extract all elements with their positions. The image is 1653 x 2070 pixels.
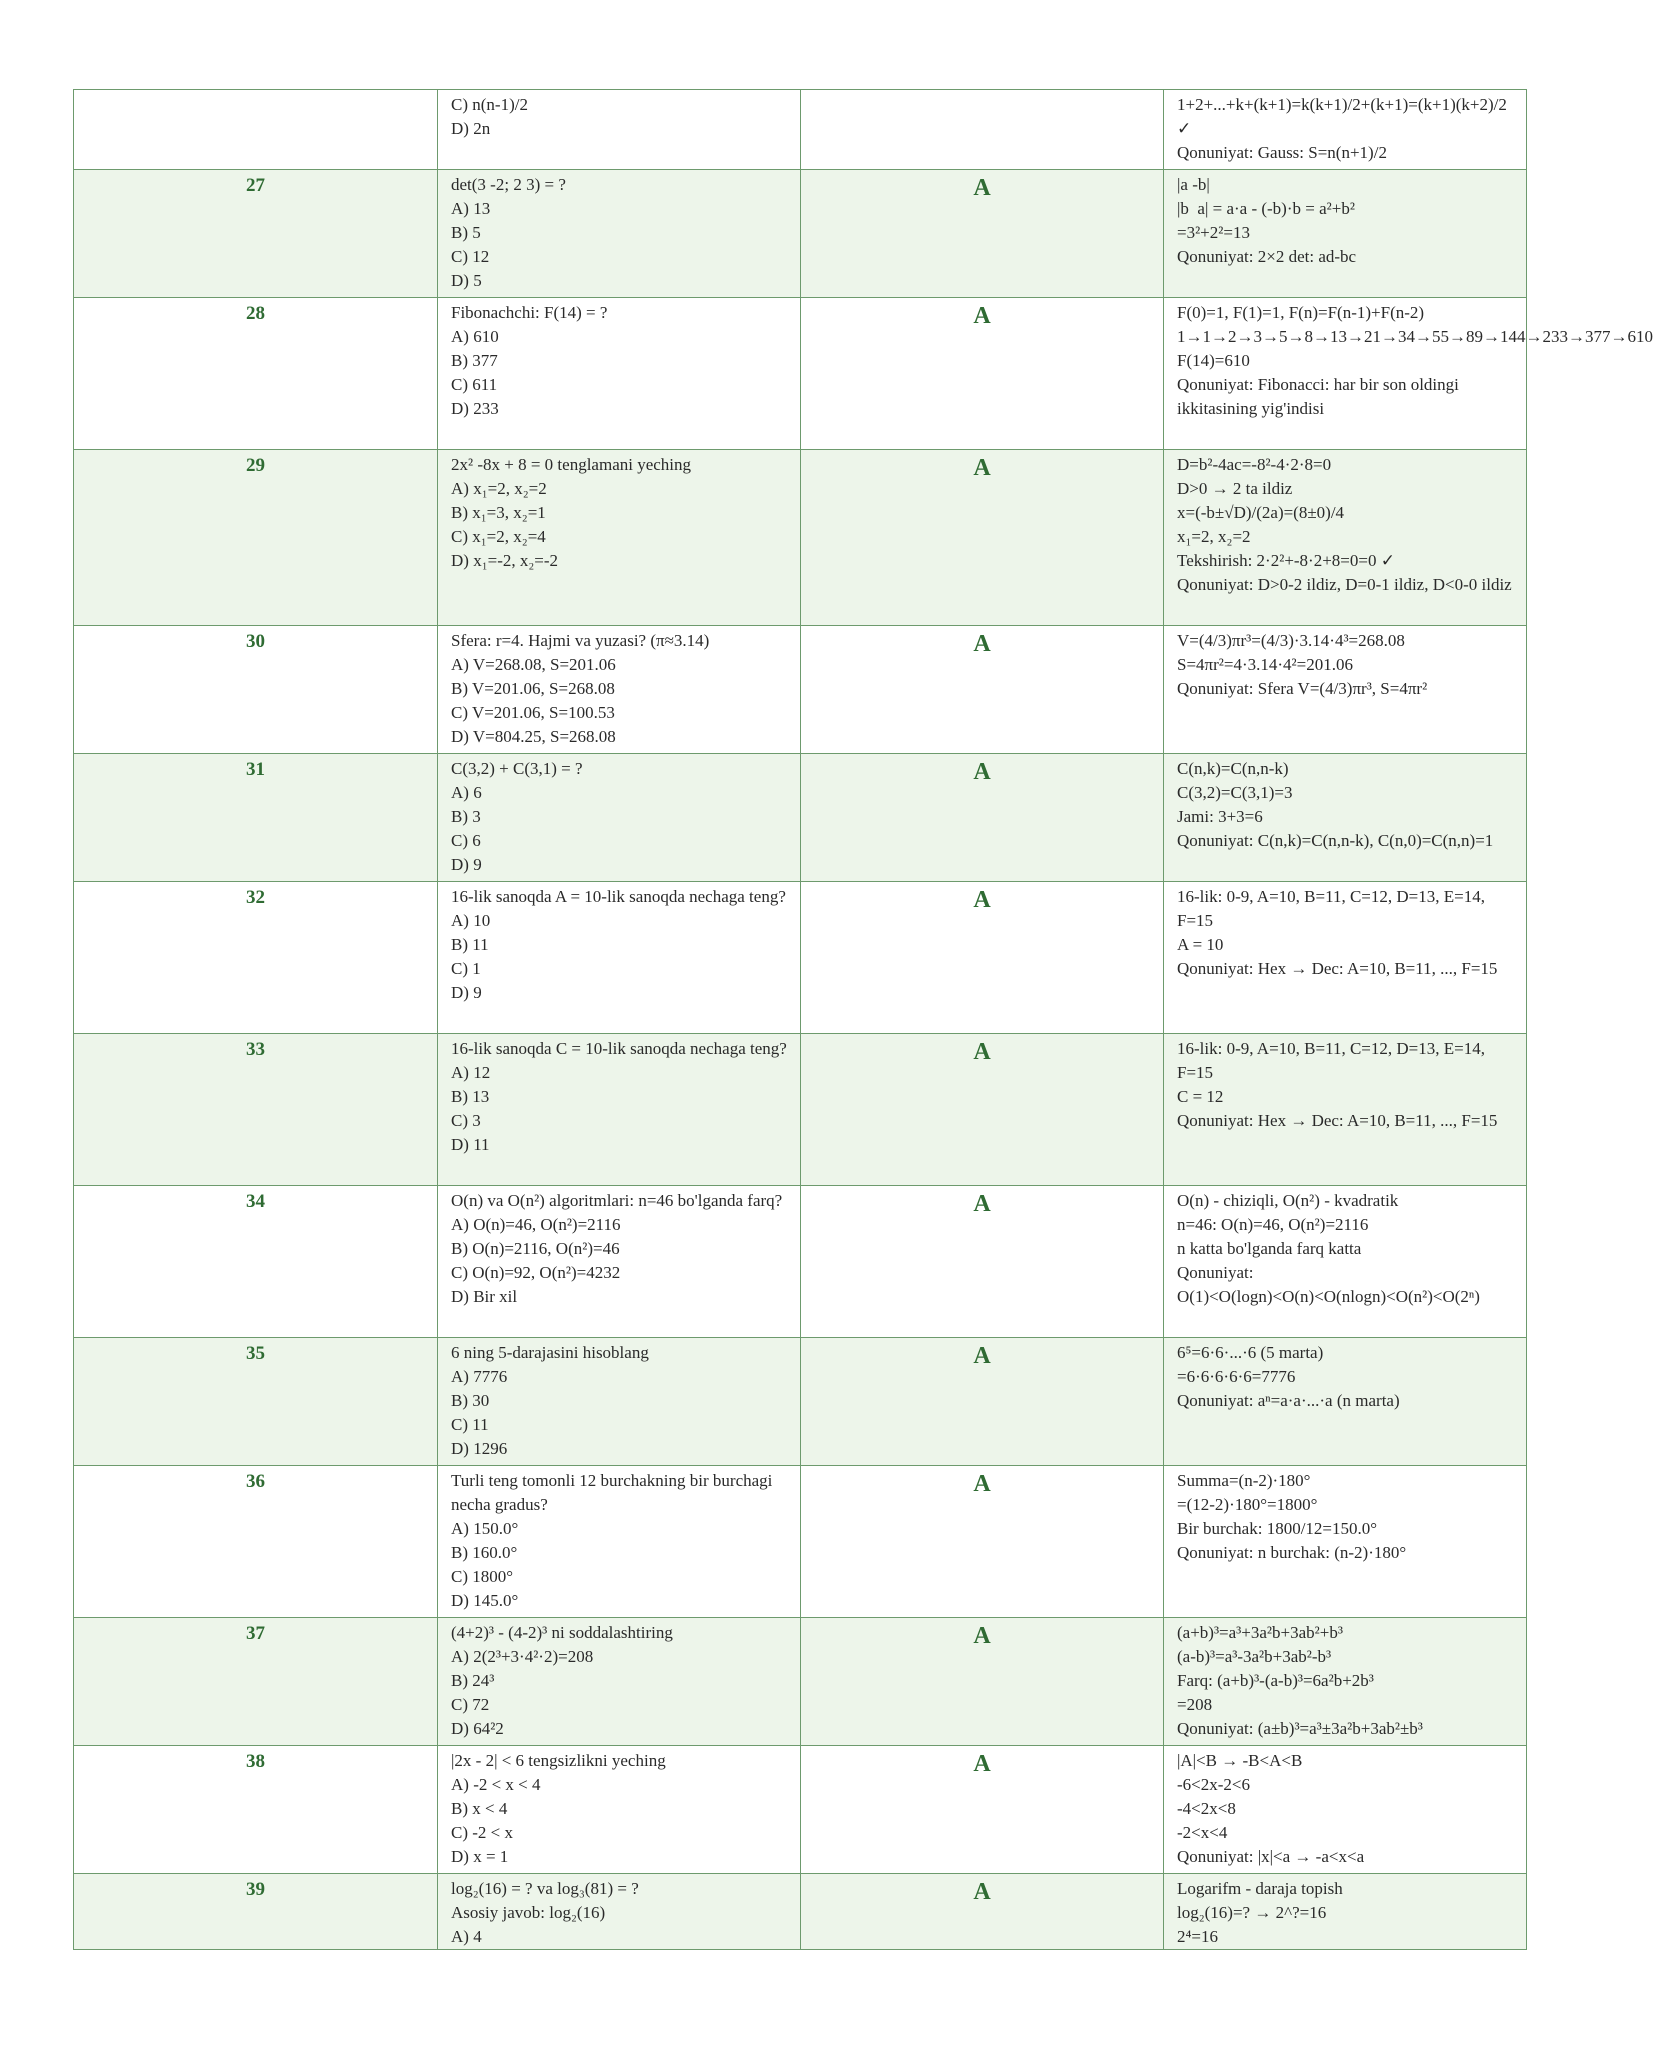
answer-letter: A [801, 626, 1164, 754]
question-line: D) 9 [451, 855, 482, 874]
question-number: 35 [74, 1338, 438, 1466]
question-line: D) 64²2 [451, 1719, 504, 1738]
solution-line: 6⁵=6·6·...·6 (5 marta) [1177, 1343, 1324, 1362]
question-number [74, 90, 438, 170]
question-line: D) 11 [451, 1135, 490, 1154]
solution-cell [1164, 1338, 1527, 1466]
question-line: A) 4 [451, 1927, 482, 1946]
solution-line: n=46: O(n)=46, O(n²)=2116 [1177, 1215, 1369, 1234]
solution-line: Tekshirish: 2·2²+-8·2+8=0=0 ✓ [1177, 551, 1395, 570]
question-cell [438, 754, 801, 882]
solution-line: Qonuniyat: Hex → Dec: A=10, B=11, ..., F=15 [1177, 1111, 1498, 1130]
question-line: A) x₁=2, x₂=2 [451, 479, 547, 498]
question-line: D) x₁=-2, x₂=-2 [451, 551, 559, 570]
table-row [74, 1338, 1527, 1466]
answer-letter: A [801, 1338, 1164, 1466]
question-line: Fibonachchi: F(14) = ? [451, 303, 608, 322]
solution-line: O(n) - chiziqli, O(n²) - kvadratik [1177, 1191, 1399, 1210]
question-cell [438, 1874, 801, 1950]
solution-line: n katta bo'lganda farq katta [1177, 1239, 1362, 1258]
solution-line: 2⁴=16 [1177, 1927, 1219, 1946]
question-number: 27 [74, 170, 438, 298]
question-line: C) -2 < x [451, 1823, 513, 1842]
question-cell [438, 170, 801, 298]
solution-line: Qonuniyat: (a±b)³=a³±3a²b+3ab²±b³ [1177, 1719, 1423, 1738]
question-line: D) V=804.25, S=268.08 [451, 727, 616, 746]
table-row [74, 170, 1527, 298]
solution-line: =208 [1177, 1695, 1213, 1714]
table-row [74, 626, 1527, 754]
solution-line: C = 12 [1177, 1087, 1224, 1106]
question-cell [438, 1466, 801, 1618]
question-line: D) 1296 [451, 1439, 508, 1458]
answer-table [73, 89, 1653, 1950]
solution-cell [1164, 298, 1653, 450]
solution-line: Qonuniyat: |x|<a → -a<x<a [1177, 1847, 1365, 1866]
solution-cell [1164, 1186, 1527, 1338]
question-line: C) 3 [451, 1111, 481, 1130]
solution-cell [1164, 1618, 1527, 1746]
answer-letter: A [801, 1186, 1164, 1338]
solution-line: =6·6·6·6·6=7776 [1177, 1367, 1296, 1386]
question-line: 16-lik sanoqda A = 10-lik sanoqda nechaga teng? [451, 887, 786, 906]
question-cell [438, 90, 801, 170]
question-number: 32 [74, 882, 438, 1034]
question-line: C) 611 [451, 375, 498, 394]
solution-line: -6<2x-2<6 [1177, 1775, 1250, 1794]
question-line: Sfera: r=4. Hajmi va yuzasi? (π≈3.14) [451, 631, 710, 650]
solution-line: C(3,2)=C(3,1)=3 [1177, 783, 1293, 802]
question-number: 34 [74, 1186, 438, 1338]
solution-line: Farq: (a+b)³-(a-b)³=6a²b+2b³ [1177, 1671, 1374, 1690]
question-line: A) 150.0° [451, 1519, 519, 1538]
question-line: C) V=201.06, S=100.53 [451, 703, 615, 722]
question-cell [438, 298, 801, 450]
answer-letter: A [801, 1618, 1164, 1746]
solution-line: log₂(16)=? → 2^?=16 [1177, 1903, 1327, 1922]
question-line: B) 3 [451, 807, 481, 826]
question-cell [438, 882, 801, 1034]
answer-table-body [74, 90, 1653, 1950]
question-line: 6 ning 5-darajasini hisoblang [451, 1343, 649, 1362]
solution-line: Qonuniyat: Sfera V=(4/3)πr³, S=4πr² [1177, 679, 1428, 698]
solution-line: =3²+2²=13 [1177, 223, 1250, 242]
question-line: C) 72 [451, 1695, 490, 1714]
solution-line: D=b²-4ac=-8²-4·2·8=0 [1177, 455, 1332, 474]
table-row [74, 1186, 1527, 1338]
table-row [74, 298, 1527, 450]
question-line: C) 1800° [451, 1567, 514, 1586]
question-line: C) 12 [451, 247, 490, 266]
question-line: A) -2 < x < 4 [451, 1775, 541, 1794]
question-line: C) 1 [451, 959, 481, 978]
solution-line: 1+2+...+k+(k+1)=k(k+1)/2+(k+1)=(k+1)(k+2)/2 ✓ [1177, 95, 1512, 138]
question-line: B) 13 [451, 1087, 490, 1106]
answer-letter: A [801, 450, 1164, 626]
solution-line: C(n,k)=C(n,n-k) [1177, 759, 1289, 778]
question-line: B) 5 [451, 223, 481, 242]
question-line: B) x < 4 [451, 1799, 508, 1818]
question-line: C) n(n-1)/2 [451, 95, 528, 114]
solution-line: -2<x<4 [1177, 1823, 1228, 1842]
question-line: Turli teng tomonli 12 burchakning bir burchagi necha gradus? [451, 1471, 777, 1514]
question-line: B) 377 [451, 351, 498, 370]
solution-line: V=(4/3)πr³=(4/3)·3.14·4³=268.08 [1177, 631, 1405, 650]
solution-cell [1164, 1874, 1527, 1950]
question-cell [438, 1186, 801, 1338]
solution-line: |A|<B → -B<A<B [1177, 1751, 1303, 1770]
question-line: A) 12 [451, 1063, 491, 1082]
question-line: log₂(16) = ? va log₃(81) = ? [451, 1879, 639, 1898]
question-line: A) 10 [451, 911, 491, 930]
question-line: D) 233 [451, 399, 499, 418]
question-line: D) 2n [451, 119, 491, 138]
solution-line: -4<2x<8 [1177, 1799, 1236, 1818]
table-row [74, 1618, 1527, 1746]
answer-letter: A [801, 1746, 1164, 1874]
solution-line: 16-lik: 0-9, A=10, B=11, C=12, D=13, E=14, F=15 [1177, 887, 1490, 930]
question-line: D) Bir xil [451, 1287, 518, 1306]
question-line: C) x₁=2, x₂=4 [451, 527, 546, 546]
question-line: B) 24³ [451, 1671, 495, 1690]
solution-line: F(14)=610 [1177, 351, 1250, 370]
solution-cell [1164, 626, 1527, 754]
question-line: B) x₁=3, x₂=1 [451, 503, 546, 522]
question-number: 37 [74, 1618, 438, 1746]
solution-line: Qonuniyat: Gauss: S=n(n+1)/2 [1177, 143, 1387, 162]
solution-line: Jami: 3+3=6 [1177, 807, 1263, 826]
question-line: Asosiy javob: log₂(16) [451, 1903, 606, 1922]
table-row [74, 450, 1527, 626]
solution-line: (a+b)³=a³+3a²b+3ab²+b³ [1177, 1623, 1343, 1642]
solution-cell [1164, 1034, 1527, 1186]
question-line: O(n) va O(n²) algoritmlari: n=46 bo'lganda farq? [451, 1191, 783, 1210]
question-cell [438, 450, 801, 626]
question-line: A) V=268.08, S=201.06 [451, 655, 616, 674]
question-cell [438, 1034, 801, 1186]
question-line: 16-lik sanoqda C = 10-lik sanoqda nechaga teng? [451, 1039, 787, 1058]
answer-letter: A [801, 882, 1164, 1034]
question-cell [438, 1618, 801, 1746]
solution-line: Qonuniyat: Hex → Dec: A=10, B=11, ..., F=15 [1177, 959, 1498, 978]
question-line: A) 13 [451, 199, 491, 218]
question-line: D) x = 1 [451, 1847, 509, 1866]
solution-line: x₁=2, x₂=2 [1177, 527, 1251, 546]
table-row [74, 1746, 1527, 1874]
question-line: D) 9 [451, 983, 482, 1002]
question-line: A) 2(2³+3·4²·2)=208 [451, 1647, 594, 1666]
solution-line: 16-lik: 0-9, A=10, B=11, C=12, D=13, E=14, F=15 [1177, 1039, 1490, 1082]
question-number: 39 [74, 1874, 438, 1950]
question-line: (4+2)³ - (4-2)³ ni soddalashtiring [451, 1623, 673, 1642]
question-number: 28 [74, 298, 438, 450]
answer-letter: A [801, 298, 1164, 450]
question-line: A) 6 [451, 783, 482, 802]
question-number: 31 [74, 754, 438, 882]
solution-cell [1164, 1466, 1527, 1618]
table-row [74, 882, 1527, 1034]
solution-line: |a -b| [1177, 175, 1210, 194]
answer-letter: A [801, 170, 1164, 298]
solution-line: |b a| = a·a - (-b)·b = a²+b² [1177, 199, 1355, 218]
question-line: C) 11 [451, 1415, 489, 1434]
question-line: 2x² -8x + 8 = 0 tenglamani yeching [451, 455, 692, 474]
solution-line: O(1)<O(logn)<O(n)<O(nlogn)<O(n²)<O(2ⁿ) [1177, 1287, 1480, 1306]
solution-line: F(0)=1, F(1)=1, F(n)=F(n-1)+F(n-2) [1177, 303, 1425, 322]
solution-line: Bir burchak: 1800/12=150.0° [1177, 1519, 1378, 1538]
solution-line: Qonuniyat: D>0-2 ildiz, D=0-1 ildiz, D<0-0 ildiz [1177, 575, 1512, 594]
question-line: A) O(n)=46, O(n²)=2116 [451, 1215, 621, 1234]
table-row [74, 1874, 1527, 1950]
solution-line: (a-b)³=a³-3a²b+3ab²-b³ [1177, 1647, 1332, 1666]
question-cell [438, 626, 801, 754]
solution-line: A = 10 [1177, 935, 1224, 954]
question-line: A) 610 [451, 327, 499, 346]
question-line: B) 160.0° [451, 1543, 518, 1562]
table-row [74, 1466, 1527, 1618]
question-line: D) 145.0° [451, 1591, 519, 1610]
answer-letter: A [801, 754, 1164, 882]
solution-line: =(12-2)·180°=1800° [1177, 1495, 1318, 1514]
table-row [74, 1034, 1527, 1186]
question-line: |2x - 2| < 6 tengsizlikni yeching [451, 1751, 666, 1770]
solution-line: Qonuniyat: [1177, 1263, 1254, 1282]
question-number: 38 [74, 1746, 438, 1874]
solution-cell [1164, 90, 1527, 170]
solution-line: x=(-b±√D)/(2a)=(8±0)/4 [1177, 503, 1345, 522]
solution-line: S=4πr²=4·3.14·4²=201.06 [1177, 655, 1353, 674]
solution-line: Qonuniyat: aⁿ=a·a·...·a (n marta) [1177, 1391, 1400, 1410]
question-line: C) O(n)=92, O(n²)=4232 [451, 1263, 621, 1282]
answer-letter: A [801, 1466, 1164, 1618]
question-number: 30 [74, 626, 438, 754]
solution-line: Qonuniyat: C(n,k)=C(n,n-k), C(n,0)=C(n,n)=1 [1177, 831, 1494, 850]
question-line: C(3,2) + C(3,1) = ? [451, 759, 583, 778]
question-line: C) 6 [451, 831, 481, 850]
question-line: B) V=201.06, S=268.08 [451, 679, 615, 698]
question-line: det(3 -2; 2 3) = ? [451, 175, 566, 194]
table-row [74, 754, 1527, 882]
question-line: D) 5 [451, 271, 482, 290]
question-line: A) 7776 [451, 1367, 508, 1386]
table-row [74, 90, 1527, 170]
solution-cell [1164, 170, 1527, 298]
question-cell [438, 1338, 801, 1466]
answer-letter [801, 90, 1164, 170]
solution-cell [1164, 754, 1527, 882]
solution-line: D>0 → 2 ta ildiz [1177, 479, 1293, 498]
question-number: 36 [74, 1466, 438, 1618]
solution-line: 1→1→2→3→5→8→13→21→34→55→89→144→233→377→610 [1177, 327, 1653, 346]
solution-line: Qonuniyat: 2×2 det: ad-bc [1177, 247, 1357, 266]
answer-letter: A [801, 1034, 1164, 1186]
answer-letter: A [801, 1874, 1164, 1950]
solution-cell [1164, 450, 1527, 626]
solution-cell [1164, 1746, 1527, 1874]
solution-cell [1164, 882, 1527, 1034]
solution-line: Logarifm - daraja topish [1177, 1879, 1343, 1898]
solution-line: Qonuniyat: n burchak: (n-2)·180° [1177, 1543, 1407, 1562]
question-line: B) 11 [451, 935, 489, 954]
solution-line: Summa=(n-2)·180° [1177, 1471, 1311, 1490]
question-line: B) 30 [451, 1391, 490, 1410]
question-number: 33 [74, 1034, 438, 1186]
question-line: B) O(n)=2116, O(n²)=46 [451, 1239, 620, 1258]
solution-line: Qonuniyat: Fibonacci: har bir son oldingi ikkitasining yig'indisi [1177, 375, 1464, 418]
question-number: 29 [74, 450, 438, 626]
question-cell [438, 1746, 801, 1874]
